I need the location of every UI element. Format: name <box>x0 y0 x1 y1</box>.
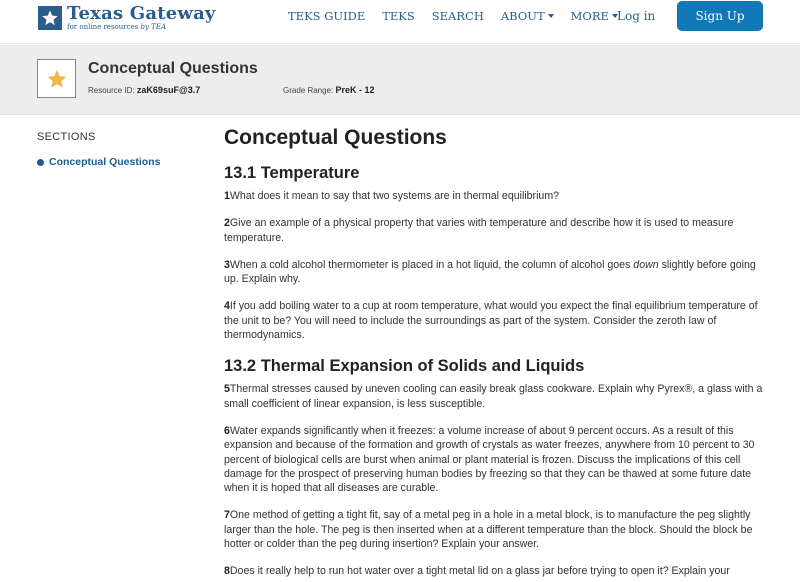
resource-id: Resource ID: zaK69suF@3.7 <box>88 85 201 95</box>
question-2: 2Give an example of a physical property that varies with temperature and describe how it is used to measure temperature. <box>224 217 734 244</box>
grade-range: Grade Range: PreK - 12 <box>283 85 375 95</box>
resource-banner <box>0 45 800 115</box>
question-7: 7One method of getting a tight fit, say of a metal peg in a hole in a metal block, is to manufacture the peg slightly larger than the hole. The peg is then inserted when at a different temperature than the block. Should the block be hotter or colder than the peg during insertion? Explain your answer. <box>224 509 753 551</box>
active-bullet-icon <box>37 159 44 166</box>
question-5: 5Thermal stresses caused by uneven cooling can easily break glass cookware. Explain why Pyrex®, a glass with a small coefficient of linear expansion, is less susceptible. <box>224 383 763 410</box>
resource-type-icon <box>37 59 76 98</box>
logo-title: Texas Gateway <box>67 3 216 24</box>
question-4: 4If you add boiling water to a cup at room temperature, what would you expect the final equilibrium temperature of the unit to be? You will need to include the surroundings as part of the system. Consider the zeroth law of thermodynamics. <box>224 300 758 342</box>
star-logo-icon <box>38 6 62 30</box>
star-icon <box>46 68 68 90</box>
main-content <box>224 124 772 582</box>
nav-search[interactable]: SEARCH <box>431 9 484 23</box>
nav-about[interactable]: ABOUT <box>501 9 554 23</box>
page-title: Conceptual Questions <box>224 126 447 149</box>
section-heading: 13.1 Temperature <box>224 164 360 182</box>
sections-heading: SECTIONS <box>37 131 96 143</box>
main-nav <box>288 9 635 23</box>
chevron-down-icon <box>548 14 554 18</box>
logo-subtitle: for online resources by TEA <box>67 23 166 31</box>
resource-title: Conceptual Questions <box>88 60 258 77</box>
question-8: 8Does it really help to run hot water over a tight metal lid on a glass jar before trying to open it? Explain your <box>224 565 730 578</box>
nav-teks[interactable]: TEKS <box>382 9 415 23</box>
sidebar-item-conceptual-questions[interactable]: Conceptual Questions <box>37 156 160 168</box>
nav-teks-guide[interactable]: TEKS GUIDE <box>288 9 366 23</box>
top-navigation-bar <box>0 0 800 44</box>
login-link[interactable]: Log in <box>617 9 656 23</box>
question-6: 6Water expands significantly when it freezes: a volume increase of about 9 percent occurs. As a result of this expansion and because of the formation and growth of crystals as water freezes, anywhere from 10 percent to 30 percent of biological cells are burst when animal or plant material is frozen. Discuss the implications of this cell damage for the prospect of preserving human bodies by freezing so that they can be thawed at some future date when it is hoped that all diseases are curable. <box>224 424 755 495</box>
texas-gateway-logo[interactable] <box>38 2 216 34</box>
section-heading: 13.2 Thermal Expansion of Solids and Liquids <box>224 357 585 376</box>
question-1: 1What does it mean to say that two systems are in thermal equilibrium? <box>224 190 560 202</box>
question-3: 3When a cold alcohol thermometer is placed in a hot liquid, the column of alcohol goes down slightly before going up. Explain why. <box>224 258 756 286</box>
signup-button[interactable]: Sign Up <box>677 1 763 31</box>
nav-more[interactable]: MORE <box>571 9 618 23</box>
